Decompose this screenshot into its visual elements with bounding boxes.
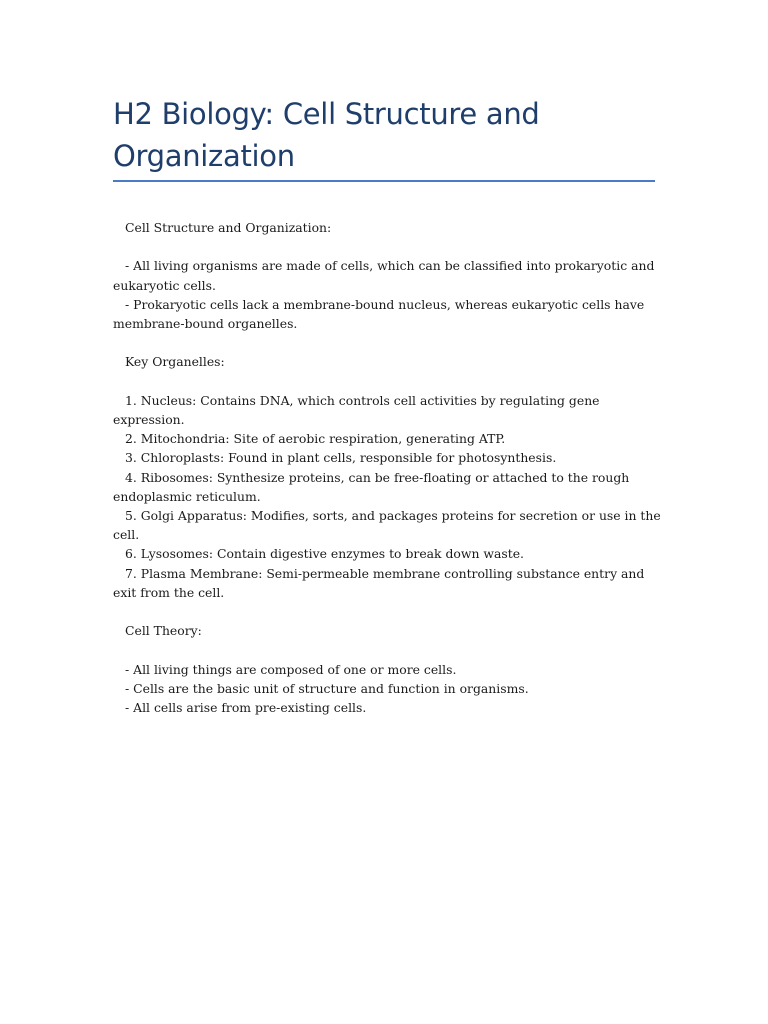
paragraph-gap [113,602,661,621]
numbered-line: 2. Mitochondria: Site of aerobic respiration, generating ATP. [125,431,506,447]
numbered-line: 3. Chloroplasts: Found in plant cells, responsible for photosynthesis. [125,450,557,466]
paragraph-gap [113,237,661,256]
paragraph-gap [113,333,661,352]
document-title: H2 Biology: Cell Structure and Organization [113,97,540,173]
paragraph-gap [113,372,661,391]
bullet-line: - Prokaryotic cells lack a membrane-bound nucleus, whereas eukaryotic cells have membrane-bound organelles. [113,296,645,331]
numbered-line: 4. Ribosomes: Synthesize proteins, can be free-floating or attached to the rough endoplasmic reticulum. [113,469,630,504]
section-heading-cell-structure: Cell Structure and Organization: [125,220,332,235]
numbered-line: 7. Plasma Membrane: Semi-permeable membrane controlling substance entry and exit from the cell. [113,565,645,600]
paragraph-gap [113,640,661,659]
numbered-line: 5. Golgi Apparatus: Modifies, sorts, and packages proteins for secretion or use in the cell. [113,508,661,543]
numbered-line: 1. Nucleus: Contains DNA, which controls cell activities by regulating gene expression. [113,392,600,427]
bullet-line: - All living organisms are made of cells, which can be classified into prokaryotic and eukaryotic cells. [113,258,655,293]
bullet-line: - All living things are composed of one or more cells. [125,661,457,677]
section-heading-key-organelles: Key Organelles: [125,354,225,370]
bullet-line: - Cells are the basic unit of structure and function in organisms. [125,680,529,696]
title-underline [113,180,655,182]
document-body [113,218,661,717]
bullet-line: - All cells arise from pre-existing cells. [125,700,367,715]
section-heading-cell-theory: Cell Theory: [125,623,202,639]
numbered-line: 6. Lysosomes: Contain digestive enzymes to break down waste. [125,546,524,562]
